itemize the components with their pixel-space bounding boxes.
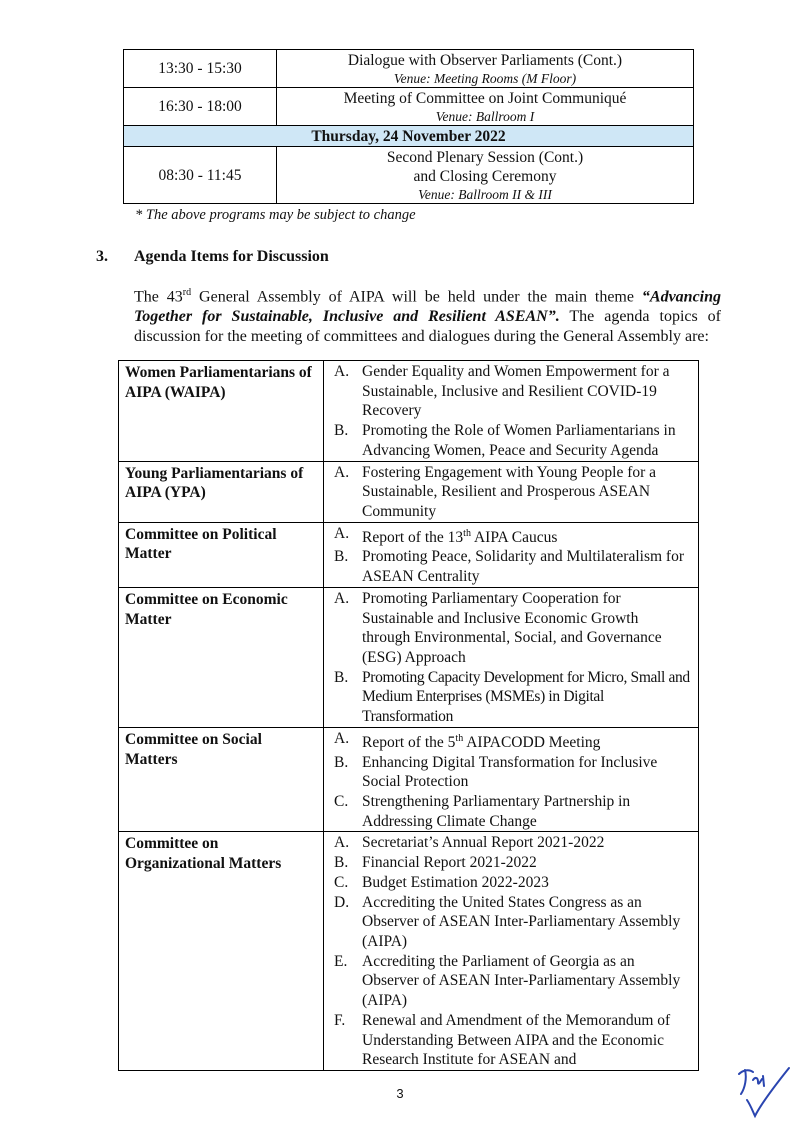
- event-title: Dialogue with Observer Parliaments (Cont.): [347, 51, 623, 69]
- item-text: Strengthening Parliamentary Partnership in Addressing Climate Change: [362, 793, 631, 830]
- schedule-row: [124, 147, 694, 204]
- event-title: Meeting of Committee on Joint Communiqué: [343, 89, 627, 107]
- para-text: The agenda topics of discussion for the meeting of committees and dialogues during the General Assembly are:: [134, 308, 721, 346]
- agenda-items: [324, 522, 699, 587]
- agenda-items: [324, 587, 699, 727]
- agenda-item: [334, 463, 690, 522]
- agenda-row: [119, 361, 699, 462]
- event-title-line-2: and Closing Ceremony: [413, 167, 557, 185]
- item-text: Budget Estimation 2022-2023: [362, 873, 549, 891]
- item-letter: F.: [334, 1011, 346, 1029]
- item-letter: A.: [334, 589, 350, 607]
- page-number: 3: [396, 1086, 404, 1101]
- para-text: General Assembly of AIPA will be held under the main theme: [191, 288, 642, 306]
- agenda-item: [334, 729, 690, 753]
- agenda-item: [334, 421, 690, 460]
- item-text-part: Report of the 13: [362, 528, 464, 546]
- committee-name: Young Parliamentarians of AIPA (YPA): [119, 461, 324, 522]
- item-text: Enhancing Digital Transformation for Inclusive Social Protection: [362, 753, 658, 791]
- item-letter: C.: [334, 793, 349, 811]
- item-text-part: AIPACODD Meeting: [463, 733, 601, 751]
- agenda-items: [324, 727, 699, 832]
- schedule-event: [277, 88, 694, 126]
- item-text: Promoting Parliamentary Cooperation for Sustainable and Inclusive Economic Growth through Environmental, Social, and Governance (ESG) Approach: [362, 589, 662, 666]
- agenda-item: [334, 792, 690, 831]
- committee-name: Committee on Economic Matter: [119, 587, 324, 727]
- item-letter: B.: [334, 753, 349, 771]
- item-letter: B.: [334, 548, 349, 566]
- item-text: Accrediting the Parliament of Georgia as an Observer of ASEAN Inter-Parliamentary Assembly (AIPA): [362, 952, 681, 1010]
- item-text-part: AIPA Caucus: [470, 528, 558, 546]
- item-text: [362, 524, 690, 548]
- agenda-row: [119, 832, 699, 1070]
- item-letter: A.: [334, 729, 350, 747]
- schedule-row: [124, 88, 694, 126]
- schedule-time: 16:30 - 18:00: [124, 88, 277, 126]
- item-text: Fostering Engagement with Young People for a Sustainable, Resilient and Prosperous ASEAN Community: [362, 463, 657, 520]
- event-venue: Venue: Ballroom II & III: [418, 186, 552, 202]
- agenda-item: [334, 873, 690, 893]
- agenda-item: [334, 547, 690, 586]
- item-text: Accrediting the United States Congress as an Observer of ASEAN Inter-Parliamentary Assembly (AIPA): [362, 893, 681, 950]
- item-text: Promoting Capacity Development for Micro, Small and Medium Enterprises (MSMEs) in Digital Transformation: [362, 668, 690, 726]
- agenda-item: [334, 952, 690, 1011]
- agenda-item: [334, 524, 690, 548]
- handwritten-initials: [733, 1060, 799, 1120]
- agenda-items: [324, 461, 699, 522]
- agenda-item: [334, 668, 690, 727]
- item-text: [362, 729, 690, 753]
- committee-name: Committee on Political Matter: [119, 522, 324, 587]
- item-text: Renewal and Amendment of the Memorandum of Understanding Between AIPA and the Economic Research Institute for ASEAN and: [362, 1011, 671, 1069]
- event-venue: Venue: Meeting Rooms (M Floor): [393, 70, 577, 86]
- intro-paragraph: [134, 283, 721, 347]
- agenda-item: [334, 833, 690, 853]
- schedule-table: [123, 49, 694, 204]
- item-letter: A.: [334, 463, 350, 481]
- agenda-row: [119, 587, 699, 727]
- main-theme: “Advancing Together for Sustainable, Inclusive and Resilient ASEAN”.: [134, 288, 722, 326]
- agenda-item: [334, 853, 690, 873]
- item-letter: D.: [334, 893, 350, 911]
- item-letter: E.: [334, 952, 348, 970]
- item-text: Secretariat’s Annual Report 2021-2022: [362, 834, 605, 852]
- item-letter: B.: [334, 854, 349, 872]
- agenda-item: [334, 753, 690, 792]
- schedule-note: * The above programs may be subject to change: [135, 207, 416, 223]
- item-text: Gender Equality and Women Empowerment for a Sustainable, Inclusive and Resilient COVID-19 Recovery: [362, 363, 670, 420]
- item-text: Financial Report 2021-2022: [362, 854, 537, 872]
- item-letter: B.: [334, 668, 349, 686]
- event-venue: Venue: Ballroom I: [435, 108, 535, 124]
- schedule-time: 13:30 - 15:30: [124, 50, 277, 88]
- item-letter: A.: [334, 363, 350, 380]
- agenda-row: [119, 461, 699, 522]
- agenda-row: [119, 522, 699, 587]
- ordinal-suffix: th: [463, 527, 471, 539]
- agenda-item: [334, 1011, 690, 1070]
- agenda-items: [324, 361, 699, 462]
- committee-name: Committee on Social Matters: [119, 727, 324, 832]
- item-letter: B.: [334, 422, 349, 440]
- item-text-part: Report of the 5: [362, 733, 456, 751]
- committee-name: Committee on Organizational Matters: [119, 832, 324, 1070]
- item-letter: C.: [334, 873, 349, 891]
- schedule-row: [124, 50, 694, 88]
- schedule-day-row: [124, 126, 694, 147]
- agenda-item: [334, 893, 690, 952]
- item-text: Promoting the Role of Women Parliamentarians in Advancing Women, Peace and Security Agenda: [362, 422, 676, 459]
- agenda-table: [118, 360, 699, 1071]
- schedule-event: [277, 50, 694, 88]
- committee-name: Women Parliamentarians of AIPA (WAIPA): [119, 361, 324, 462]
- para-text: The 43: [134, 288, 183, 306]
- item-letter: A.: [334, 524, 350, 542]
- schedule-event: [277, 147, 694, 204]
- schedule-time: 08:30 - 11:45: [124, 147, 277, 204]
- item-letter: A.: [334, 834, 350, 852]
- agenda-row: [119, 727, 699, 832]
- item-text: Promoting Peace, Solidarity and Multilateralism for ASEAN Centrality: [362, 548, 684, 586]
- event-title: Second Plenary Session (Cont.): [386, 148, 584, 166]
- agenda-item: [334, 589, 690, 668]
- agenda-items: [324, 832, 699, 1070]
- ordinal-suffix: rd: [182, 287, 192, 298]
- section-title: Agenda Items for Discussion: [134, 248, 329, 265]
- section-number: 3.: [96, 248, 108, 265]
- agenda-item: [334, 362, 690, 421]
- ordinal-suffix: th: [455, 732, 464, 744]
- schedule-day-heading: Thursday, 24 November 2022: [124, 126, 694, 147]
